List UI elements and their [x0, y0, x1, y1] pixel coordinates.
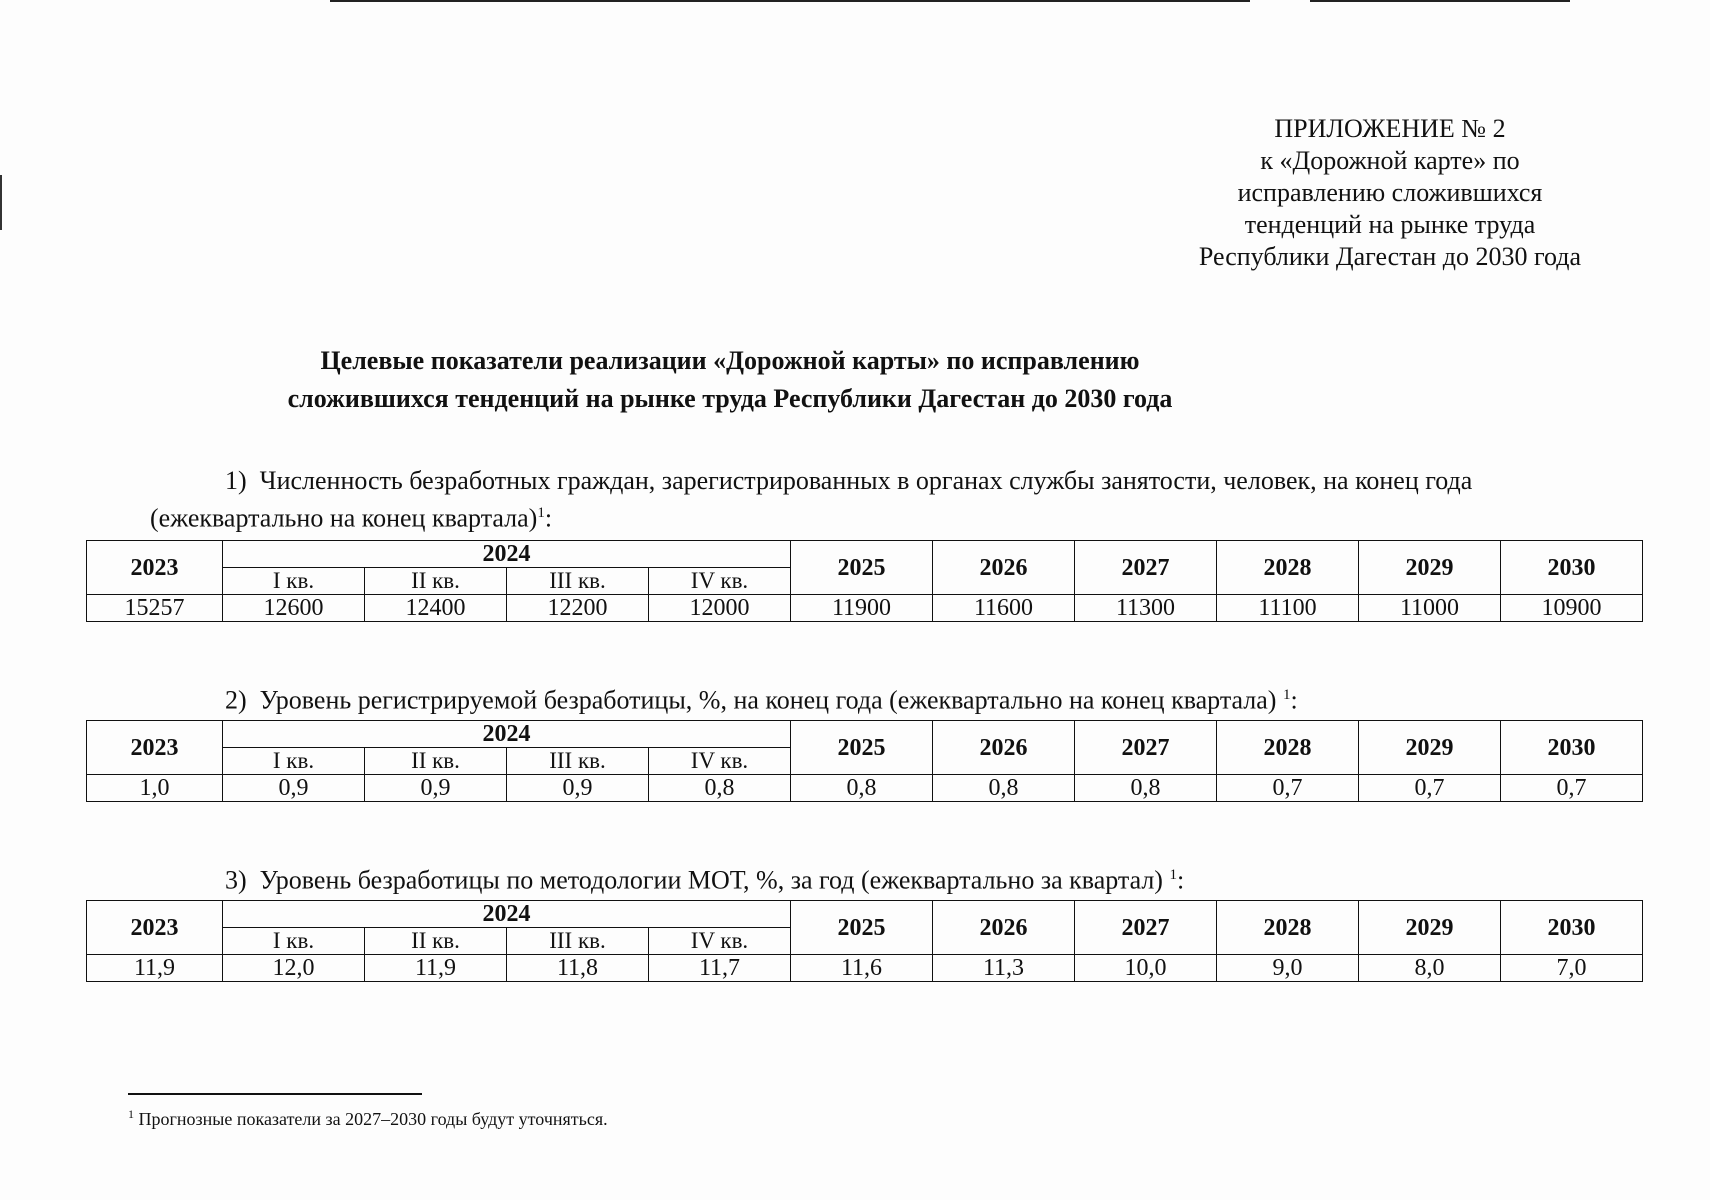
table-cell: 10,0: [1075, 955, 1217, 982]
quarter-header: IV кв.: [649, 748, 791, 775]
quarter-header: II кв.: [365, 928, 507, 955]
year-header: 2026: [933, 721, 1075, 775]
table-cell: 11300: [1075, 595, 1217, 622]
table-row: [87, 955, 1643, 982]
table-row: [87, 775, 1643, 802]
indicator-table: [86, 900, 1643, 982]
year-2023-header: 2023: [87, 721, 223, 775]
document-title-line: Целевые показатели реализации «Дорожной карты» по исправлению: [320, 346, 1140, 375]
year-header: 2030: [1501, 901, 1643, 955]
year-header: 2029: [1359, 901, 1501, 955]
table-cell: 0,8: [1075, 775, 1217, 802]
table-cell: 12600: [223, 595, 365, 622]
table-cell: 0,8: [933, 775, 1075, 802]
table-cell: 11,9: [87, 955, 223, 982]
year-2024-header: 2024: [223, 901, 791, 928]
table-cell: 11,8: [507, 955, 649, 982]
indicator-number: 3): [225, 865, 247, 895]
footnote-ref: 1: [537, 505, 545, 521]
year-header: 2026: [933, 901, 1075, 955]
table-header-row: [87, 721, 1643, 748]
table-cell: 0,9: [507, 775, 649, 802]
year-2024-header: 2024: [223, 541, 791, 568]
quarter-header: III кв.: [507, 748, 649, 775]
indicator-number: 1): [225, 466, 247, 495]
table-cell: 15257: [87, 595, 223, 622]
indicator-text: Уровень регистрируемой безработицы, %, на конец года (ежеквартально на конец квартала): [259, 685, 1277, 715]
table-cell: 0,7: [1359, 775, 1501, 802]
year-2023-header: 2023: [87, 901, 223, 955]
year-header: 2026: [933, 541, 1075, 595]
table-cell: 9,0: [1217, 955, 1359, 982]
table-cell: 8,0: [1359, 955, 1501, 982]
quarter-header: II кв.: [365, 568, 507, 595]
table-cell: 1,0: [87, 775, 223, 802]
appendix-line: к «Дорожной карте» по: [1260, 146, 1520, 175]
year-2023-header: 2023: [87, 541, 223, 595]
table-cell: 11,9: [365, 955, 507, 982]
appendix-line: тенденций на рынке труда: [1244, 210, 1536, 239]
table-cell: 0,7: [1217, 775, 1359, 802]
year-header: 2029: [1359, 721, 1501, 775]
year-header: 2030: [1501, 541, 1643, 595]
scan-border-top-right: [1310, 0, 1570, 2]
quarter-header: III кв.: [507, 568, 649, 595]
table-cell: 0,8: [791, 775, 933, 802]
table-cell: 0,8: [649, 775, 791, 802]
table-cell: 7,0: [1501, 955, 1643, 982]
indicator-colon: :: [544, 503, 553, 533]
table-cell: 12,0: [223, 955, 365, 982]
table-cell: 11600: [933, 595, 1075, 622]
footnote: [128, 1102, 608, 1131]
table-cell: 0,7: [1501, 775, 1643, 802]
quarter-header: I кв.: [223, 568, 365, 595]
year-header: 2028: [1217, 541, 1359, 595]
indicator-colon: :: [1290, 685, 1298, 715]
scan-border-left: [0, 175, 2, 230]
table-cell: 0,9: [365, 775, 507, 802]
indicator-text-continued: (ежеквартально на конец квартала): [150, 503, 538, 533]
year-header: 2028: [1217, 721, 1359, 775]
footnote-ref: 1: [1282, 687, 1291, 703]
footnote-separator: [128, 1093, 422, 1095]
quarter-header: I кв.: [223, 928, 365, 955]
table-cell: 10900: [1501, 595, 1643, 622]
indicator-text: Численность безработных граждан, зарегистрированных в органах службы занятости, человек, на конец года: [259, 466, 1473, 495]
table-cell: 11,7: [649, 955, 791, 982]
year-header: 2025: [791, 721, 933, 775]
appendix-block: [1100, 113, 1680, 273]
table-cell: 11,6: [791, 955, 933, 982]
table-cell: 11000: [1359, 595, 1501, 622]
indicator-heading: [150, 679, 1630, 717]
year-2024-header: 2024: [223, 721, 791, 748]
table-cell: 0,9: [223, 775, 365, 802]
quarter-header: II кв.: [365, 748, 507, 775]
year-header: 2030: [1501, 721, 1643, 775]
table-row: [87, 595, 1643, 622]
indicator-text: Уровень безработицы по методологии МОТ, %, за год (ежеквартально за квартал): [259, 865, 1163, 895]
year-header: 2025: [791, 901, 933, 955]
year-header: 2027: [1075, 541, 1217, 595]
table-header-row: [87, 901, 1643, 928]
quarter-header: III кв.: [507, 928, 649, 955]
table-cell: 12400: [365, 595, 507, 622]
table-cell: 11900: [791, 595, 933, 622]
indicator-table: [86, 720, 1643, 802]
quarter-header: IV кв.: [649, 568, 791, 595]
footnote-ref: 1: [1169, 867, 1177, 883]
year-header: 2025: [791, 541, 933, 595]
table-cell: 12000: [649, 595, 791, 622]
quarter-header: I кв.: [223, 748, 365, 775]
document-title-line: сложившихся тенденций на рынке труда Республики Дагестан до 2030 года: [287, 384, 1173, 413]
appendix-line: исправлению сложившихся: [1237, 178, 1543, 207]
indicator-colon: :: [1176, 865, 1185, 895]
footnote-mark: 1: [128, 1107, 134, 1121]
document-title: [230, 342, 1230, 418]
indicator-heading: [150, 464, 1630, 535]
indicator-table: [86, 540, 1643, 622]
footnote-text: Прогнозные показатели за 2027–2030 годы будут уточняться.: [138, 1109, 608, 1129]
year-header: 2028: [1217, 901, 1359, 955]
table-header-row: [87, 541, 1643, 568]
quarter-header: IV кв.: [649, 928, 791, 955]
table-cell: 12200: [507, 595, 649, 622]
year-header: 2027: [1075, 901, 1217, 955]
appendix-line: Республики Дагестан до 2030 года: [1198, 242, 1582, 271]
scan-border-top: [330, 0, 1250, 2]
indicator-number: 2): [225, 685, 247, 715]
indicator-heading: [150, 859, 1630, 897]
appendix-line: ПРИЛОЖЕНИЕ № 2: [1274, 114, 1506, 143]
year-header: 2029: [1359, 541, 1501, 595]
table-cell: 11,3: [933, 955, 1075, 982]
table-cell: 11100: [1217, 595, 1359, 622]
year-header: 2027: [1075, 721, 1217, 775]
